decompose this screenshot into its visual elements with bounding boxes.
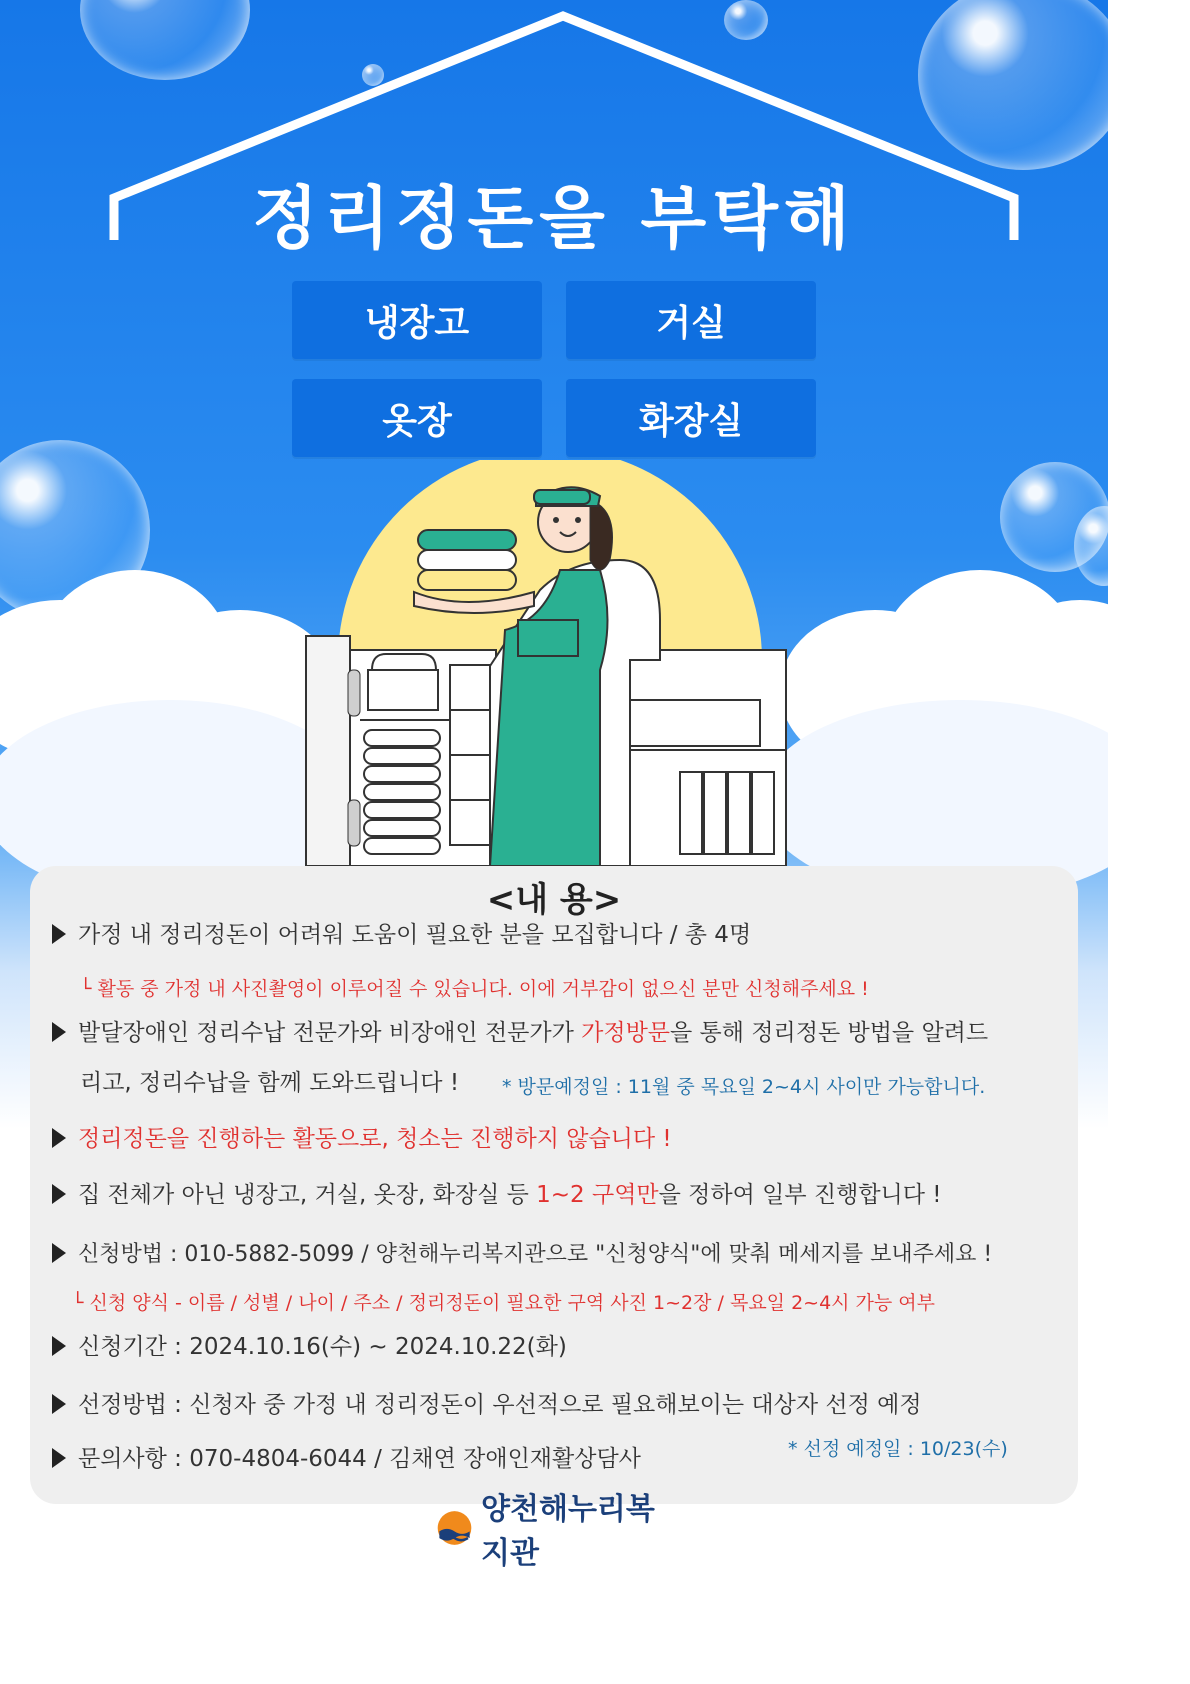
info-item-selection: [52, 1392, 1060, 1420]
info-text: 문의사항 : 070-4804-6044 / 김채연 장애인재활상담사: [78, 1446, 641, 1472]
area-bathroom-button[interactable]: 화장실: [566, 379, 816, 457]
info-text: 을 정하여 일부 진행합니다 !: [658, 1182, 942, 1208]
info-text: 을 통해 정리정돈 방법을 알려드: [670, 1020, 989, 1046]
info-item-apply-period: [52, 1334, 1060, 1362]
info-text: 가정 내 정리정돈이 어려워 도움이 필요한 분을 모집합니다 / 총 4명: [78, 922, 752, 948]
highlight-text: 1~2 구역만: [536, 1182, 659, 1208]
highlight-text: 가정방문: [581, 1020, 671, 1046]
info-text: 신청기간 : 2024.10.16(수) ~ 2024.10.22(화): [78, 1334, 567, 1360]
info-item-apply-method: [52, 1242, 1060, 1268]
selection-date-note: * 선정 예정일 : 10/23(수): [788, 1438, 1008, 1460]
info-text: 선정방법 : 신청자 중 가정 내 정리정돈이 우선적으로 필요해보이는 대상자 선정 예정: [78, 1392, 922, 1418]
sun-wave-logo-icon: [436, 1506, 473, 1550]
area-fridge-button[interactable]: 냉장고: [292, 281, 542, 359]
info-text: 정리정돈을 진행하는 활동으로, 청소는 진행하지 않습니다 !: [78, 1126, 672, 1152]
info-item-visit: [52, 1020, 1060, 1048]
area-living-room-button[interactable]: 거실: [566, 281, 816, 359]
triangle-bullet-icon: [52, 1128, 66, 1148]
info-item-no-cleaning: [52, 1126, 1060, 1154]
visit-date-note: * 방문예정일 : 11월 중 목요일 2~4시 사이만 가능합니다.: [502, 1076, 986, 1098]
triangle-bullet-icon: [52, 1184, 66, 1204]
organizer-illustration: [300, 460, 800, 870]
info-text: 집 전체가 아닌 냉장고, 거실, 옷장, 화장실 등: [78, 1182, 537, 1208]
triangle-bullet-icon: [52, 1336, 66, 1356]
triangle-bullet-icon: [52, 1243, 66, 1263]
content-panel: [30, 866, 1078, 1504]
welfare-center-logo: [436, 1492, 676, 1568]
triangle-bullet-icon: [52, 1448, 66, 1468]
triangle-bullet-icon: [52, 924, 66, 944]
info-text: 발달장애인 정리수납 전문가와 비장애인 전문가가: [78, 1020, 582, 1046]
content-heading: <내 용>: [486, 880, 622, 920]
info-item-zones: [52, 1182, 1060, 1210]
info-subnote-photo: └ 활동 중 가정 내 사진촬영이 이루어질 수 있습니다. 이에 거부감이 없으신 분만 신청해주세요 !: [80, 978, 869, 1000]
info-text: 신청방법 : 010-5882-5099 / 양천해누리복지관으로 "신청양식"에 맞춰 메세지를 보내주세요 !: [78, 1242, 993, 1267]
area-closet-button[interactable]: 옷장: [292, 379, 542, 457]
logo-text: 양천해누리복지관: [481, 1492, 655, 1568]
triangle-bullet-icon: [52, 1022, 66, 1042]
page-title: 정리정돈을 부탁해: [252, 180, 856, 259]
info-item-contact: [52, 1446, 1060, 1474]
triangle-bullet-icon: [52, 1394, 66, 1414]
info-item-recruit: [52, 922, 1060, 950]
info-text: 리고, 정리수납을 함께 도와드립니다 !: [80, 1070, 460, 1096]
info-subnote-form: └ 신청 양식 - 이름 / 성별 / 나이 / 주소 / 정리정돈이 필요한 구역 사진 1~2장 / 목요일 2~4시 가능 여부: [72, 1292, 936, 1314]
